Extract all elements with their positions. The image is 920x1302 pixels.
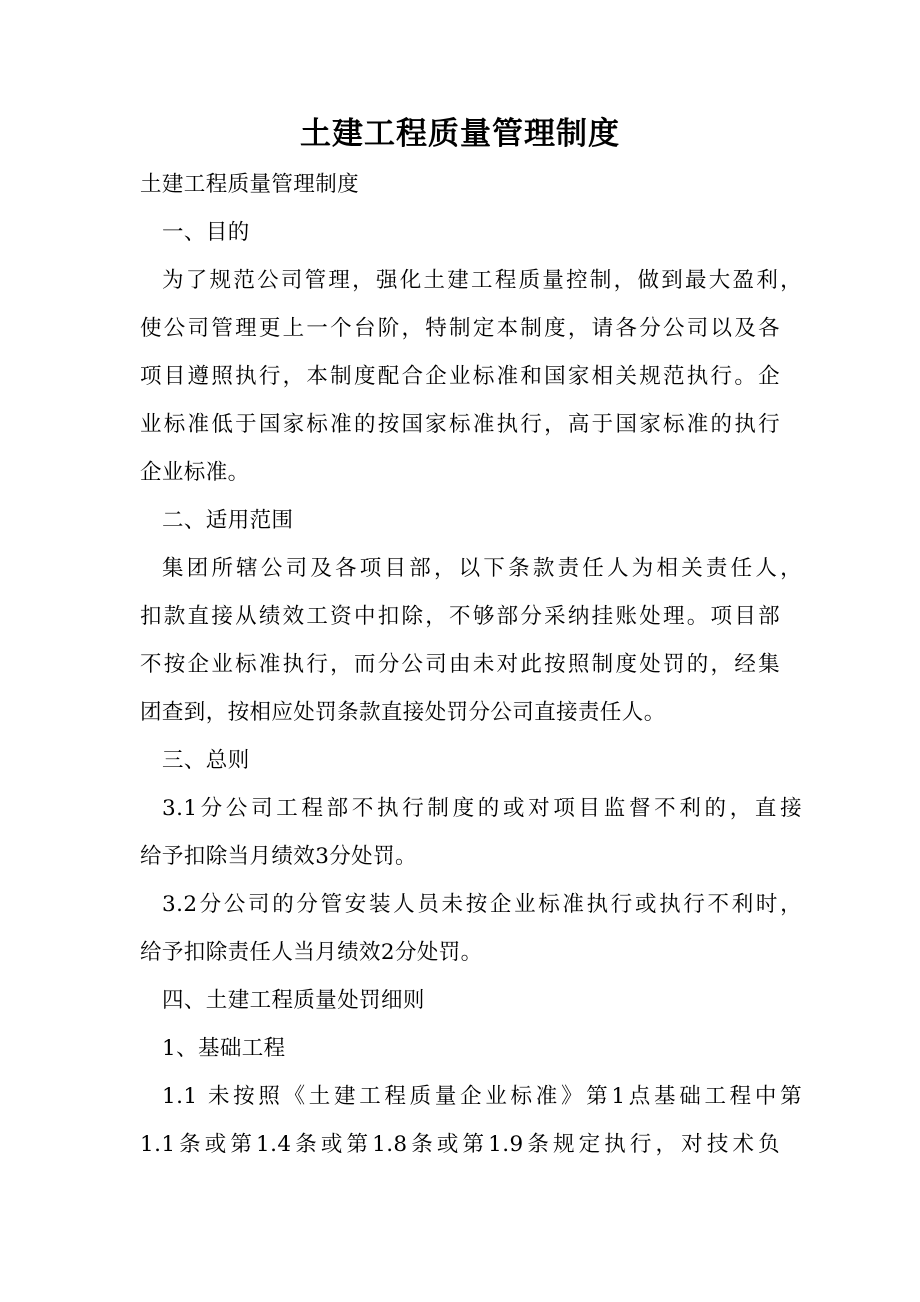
paragraph-line: 不按企业标准执行，而分公司由未对此按照制度处罚的，经集 bbox=[140, 652, 780, 677]
paragraph-line: 团查到，按相应处罚条款直接处罚分公司直接责任人。 bbox=[140, 700, 666, 725]
paragraph-line: 1.1 未按照《土建工程质量企业标准》第1点基础工程中第 bbox=[162, 1084, 802, 1109]
paragraph-line: 给予扣除责任人当月绩效2分处罚。 bbox=[140, 940, 483, 965]
paragraph-line: 企业标准。 bbox=[140, 460, 250, 485]
section-heading-scope: 二、适用范围 bbox=[162, 508, 294, 533]
subtitle-line: 土建工程质量管理制度 bbox=[140, 172, 360, 197]
paragraph-line: 集团所辖公司及各项目部，以下条款责任人为相关责任人， bbox=[162, 556, 802, 581]
paragraph-line: 扣款直接从绩效工资中扣除，不够部分采纳挂账处理。项目部 bbox=[140, 604, 780, 629]
paragraph-line: 3.1分公司工程部不执行制度的或对项目监督不利的，直接 bbox=[162, 796, 802, 821]
paragraph-line: 1.1条或第1.4条或第1.8条或第1.9条规定执行，对技术负 bbox=[140, 1132, 780, 1157]
paragraph-line: 给予扣除当月绩效3分处罚。 bbox=[140, 844, 417, 869]
subsection-heading-foundation: 1、基础工程 bbox=[162, 1036, 286, 1061]
paragraph-line: 3.2分公司的分管安装人员未按企业标准执行或执行不利时， bbox=[162, 892, 802, 917]
section-heading-purpose: 一、目的 bbox=[162, 220, 250, 245]
section-heading-penalties: 四、土建工程质量处罚细则 bbox=[162, 988, 425, 1013]
document-title: 土建工程质量管理制度 bbox=[300, 116, 620, 152]
paragraph-line: 项目遵照执行，本制度配合企业标准和国家相关规范执行。企 bbox=[140, 364, 780, 389]
paragraph-line: 业标准低于国家标准的按国家标准执行，高于国家标准的执行 bbox=[140, 412, 780, 437]
paragraph-line: 为了规范公司管理，强化土建工程质量控制，做到最大盈利， bbox=[162, 268, 802, 293]
section-heading-general: 三、总则 bbox=[162, 748, 250, 773]
paragraph-line: 使公司管理更上一个台阶，特制定本制度，请各分公司以及各 bbox=[140, 316, 780, 341]
